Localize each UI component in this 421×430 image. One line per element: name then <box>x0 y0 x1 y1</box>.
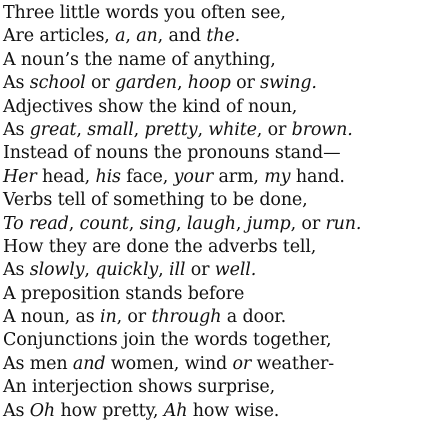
poem-line <box>3 236 419 259</box>
text-run: A noun, as <box>3 307 101 328</box>
text-run: An interjection shows surprise, <box>3 377 276 398</box>
text-run: , or <box>256 119 292 140</box>
text-run: , <box>158 260 169 281</box>
text-run: or <box>85 73 115 94</box>
poem-line <box>3 376 419 399</box>
text-run: , <box>176 73 188 94</box>
poem-line <box>3 119 419 142</box>
text-run: head, <box>36 166 96 187</box>
text-run: , <box>76 119 88 140</box>
text-run: , <box>235 213 247 234</box>
text-run: hand. <box>290 166 345 187</box>
italic-word: your <box>173 166 214 187</box>
poem-line <box>3 25 419 48</box>
italic-word: in <box>100 307 117 328</box>
italic-word: small <box>87 119 134 140</box>
text-run: As <box>3 119 30 140</box>
italic-word: quickly <box>95 260 159 281</box>
text-run: , <box>133 119 145 140</box>
italic-word: slowly <box>29 260 85 281</box>
text-run: how pretty, <box>55 400 164 421</box>
text-run: A preposition stands before <box>3 283 245 304</box>
italic-word: run. <box>325 213 362 234</box>
italic-word: count <box>79 213 129 234</box>
poem-line <box>3 353 419 376</box>
italic-word: sing <box>139 213 177 234</box>
italic-word: an <box>136 26 158 47</box>
poem-line <box>3 213 419 236</box>
italic-word: Her <box>3 166 37 187</box>
italic-word: great <box>29 119 77 140</box>
italic-word: garden <box>115 73 177 94</box>
poem-line <box>3 166 419 189</box>
text-run: , <box>84 260 96 281</box>
italic-word: ill <box>169 260 186 281</box>
poem-line <box>3 283 419 306</box>
italic-word: a <box>115 26 126 47</box>
italic-word: the. <box>206 26 240 47</box>
italic-word: hoop <box>187 73 231 94</box>
text-run: Conjunctions join the words together, <box>3 330 332 351</box>
italic-word: his <box>95 166 121 187</box>
italic-word: jump <box>246 213 291 234</box>
poem-line <box>3 2 419 25</box>
italic-word: well. <box>214 260 257 281</box>
italic-word: white <box>208 119 257 140</box>
text-run: or <box>185 260 215 281</box>
text-run: women, wind <box>105 353 233 374</box>
text-run: Instead of nouns the pronouns stand— <box>3 143 341 164</box>
text-run: arm, <box>213 166 265 187</box>
italic-word: brown. <box>291 119 353 140</box>
italic-word: Ah <box>163 400 188 421</box>
text-run: face, <box>120 166 174 187</box>
text-run: Are articles, <box>3 26 116 47</box>
poem-line <box>3 306 419 329</box>
text-run: Adjectives show the kind of noun, <box>3 96 298 117</box>
text-run: , <box>125 26 137 47</box>
poem-line <box>3 72 419 95</box>
text-run: How they are done the adverbs tell, <box>3 236 317 257</box>
italic-word: through <box>151 307 222 328</box>
text-run: , <box>68 213 80 234</box>
text-run: , <box>176 213 187 234</box>
italic-word: school <box>29 73 86 94</box>
text-run: A noun’s the name of anything, <box>3 49 276 70</box>
text-run: As <box>3 260 30 281</box>
italic-word: and <box>72 353 106 374</box>
text-run: or <box>230 73 261 94</box>
text-run: , or <box>290 213 326 234</box>
italic-word: or <box>232 353 252 374</box>
text-run: , <box>128 213 140 234</box>
text-run: , or <box>116 307 152 328</box>
poem-line <box>3 329 419 352</box>
poem-line <box>3 49 419 72</box>
poem-line <box>3 189 419 212</box>
italic-word: my <box>264 166 291 187</box>
text-run: Three little words you often see, <box>3 3 286 23</box>
text-run: how wise. <box>187 400 280 421</box>
text-run: As <box>3 73 30 94</box>
text-run: a door. <box>221 307 286 328</box>
poem-line <box>3 142 419 165</box>
poem-text <box>3 2 419 423</box>
text-run: As men <box>3 353 73 374</box>
italic-word: laugh <box>186 213 236 234</box>
text-run: , <box>197 119 209 140</box>
poem-line <box>3 96 419 119</box>
text-run: weather- <box>251 353 335 374</box>
text-run: , and <box>157 26 207 47</box>
poem-line <box>3 400 419 423</box>
text-run: As <box>3 400 30 421</box>
poem-line <box>3 259 419 282</box>
text-run: Verbs tell of something to be done, <box>3 190 308 211</box>
italic-word: To read <box>3 213 69 234</box>
italic-word: pretty <box>144 119 198 140</box>
italic-word: Oh <box>29 400 56 421</box>
italic-word: swing. <box>260 73 317 94</box>
